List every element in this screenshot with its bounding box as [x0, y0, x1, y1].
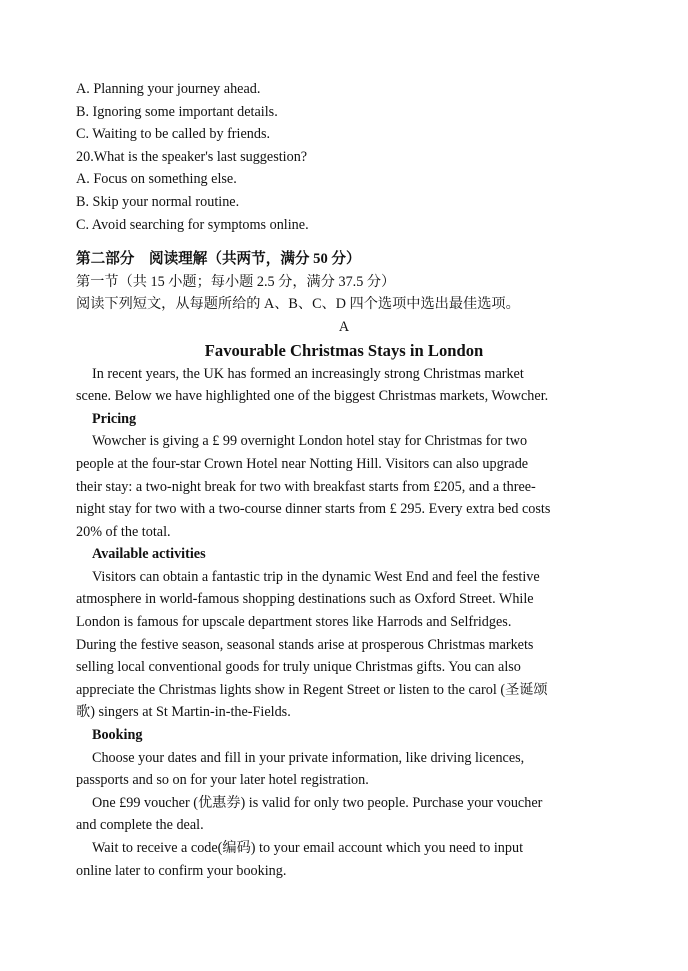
- text-line: London is famous for upscale department stores like Harrods and Selfridges.: [76, 614, 512, 631]
- text-line: online later to confirm your booking.: [76, 862, 287, 879]
- instruction: 阅读下列短文，从每题所给的 A、B、C、D 四个选项中选出最佳选项。: [76, 296, 520, 313]
- booking-heading: Booking: [92, 727, 143, 744]
- option-b: B. Ignoring some important details.: [76, 103, 278, 120]
- intro-paragraph: [76, 363, 612, 408]
- listening-options-q20: [76, 168, 612, 236]
- passage-title: Favourable Christmas Stays in London: [204, 340, 484, 360]
- listening-options-q19: [76, 78, 612, 146]
- text-line: passports and so on for your later hotel registration.: [76, 772, 369, 789]
- text-line: Wait to receive a code(编码) to your email account which you need to input: [92, 840, 524, 856]
- passage-letter: A: [338, 318, 350, 335]
- option-b: B. Skip your normal routine.: [76, 193, 240, 210]
- text-line: 20% of the total.: [76, 523, 171, 540]
- text-line: scene. Below we have highlighted one of the biggest Christmas markets, Wowcher.: [76, 388, 549, 405]
- text-line: and complete the deal.: [76, 817, 204, 834]
- text-line: night stay for two with a two-course dinner starts from £ 295. Every extra bed costs: [76, 501, 551, 518]
- text-line: appreciate the Christmas lights show in Regent Street or listen to the carol (圣诞颂: [76, 681, 548, 698]
- option-a: A. Focus on something else.: [76, 171, 237, 188]
- booking-paragraph-3: [76, 837, 612, 882]
- section1-heading: 第一节（共 15 小题；每小题 2.5 分，满分 37.5 分）: [76, 273, 396, 290]
- text-line: selling local conventional goods for truly unique Christmas gifts. You can also: [76, 659, 521, 676]
- booking-paragraph-1: [76, 747, 612, 792]
- pricing-paragraph: [76, 430, 612, 543]
- text-line: During the festive season, seasonal stands arise at prosperous Christmas markets: [76, 636, 534, 653]
- pricing-heading: Pricing: [92, 410, 137, 427]
- text-line: 歌) singers at St Martin-in-the-Fields.: [76, 704, 291, 721]
- text-line: people at the four-star Crown Hotel near Notting Hill. Visitors can also upgrade: [76, 455, 529, 472]
- question-20: 20.What is the speaker's last suggestion?: [76, 148, 308, 165]
- text-line: In recent years, the UK has formed an increasingly strong Christmas market: [92, 365, 524, 382]
- document-page: [76, 78, 612, 882]
- option-c: C. Waiting to be called by friends.: [76, 126, 271, 143]
- text-line: Wowcher is giving a £ 99 overnight London hotel stay for Christmas for two: [92, 433, 528, 450]
- text-line: atmosphere in world-famous shopping destinations such as Oxford Street. While: [76, 591, 534, 608]
- part2-title: 第二部分 阅读理解（共两节，满分 50 分）: [76, 251, 361, 268]
- text-line: One £99 voucher (优惠券) is valid for only two people. Purchase your voucher: [92, 794, 543, 811]
- text-line: their stay: a two-night break for two with breakfast starts from £205, and a three-: [76, 478, 536, 495]
- activities-heading: Available activities: [92, 546, 206, 563]
- option-c: C. Avoid searching for symptoms online.: [76, 216, 309, 233]
- booking-paragraph-2: [76, 792, 612, 837]
- option-a: A. Planning your journey ahead.: [76, 81, 261, 97]
- text-line: Choose your dates and fill in your private information, like driving licences,: [92, 749, 525, 766]
- activities-paragraph: [76, 566, 612, 724]
- text-line: Visitors can obtain a fantastic trip in the dynamic West End and feel the festive: [92, 568, 540, 585]
